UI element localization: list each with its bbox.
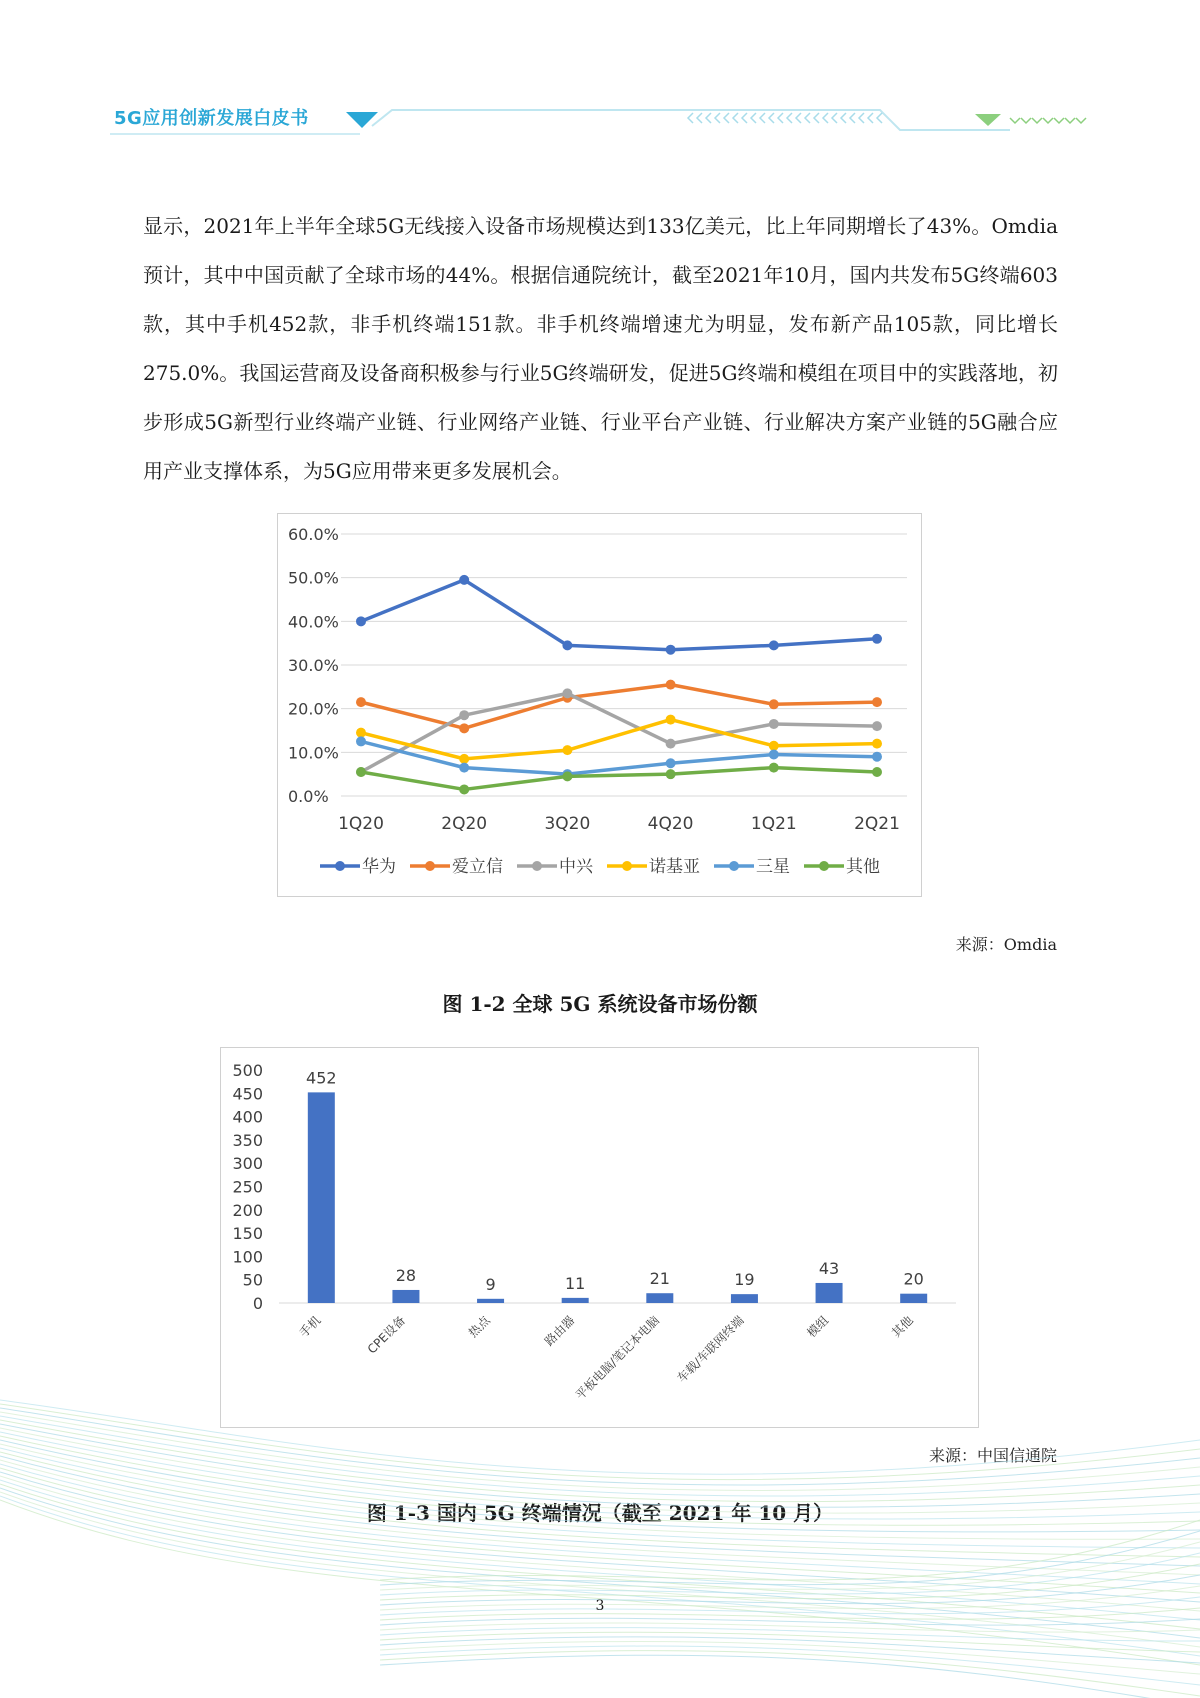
data-point bbox=[459, 763, 469, 773]
data-point bbox=[562, 640, 572, 650]
y-tick-label: 150 bbox=[232, 1224, 263, 1244]
chevron-mark bbox=[1065, 118, 1075, 123]
chevron-mark bbox=[796, 113, 801, 123]
data-point bbox=[872, 767, 882, 777]
data-point bbox=[459, 754, 469, 764]
data-point bbox=[872, 721, 882, 731]
x-tick-label: 3Q20 bbox=[544, 814, 591, 834]
y-tick-label: 350 bbox=[232, 1130, 263, 1150]
chevron-mark bbox=[778, 113, 783, 123]
figure-source: 来源：中国信通院 bbox=[928, 1446, 1057, 1465]
x-category-label: 平板电脑/笔记本电脑 bbox=[572, 1313, 662, 1403]
chevron-mark bbox=[742, 113, 747, 123]
legend-marker bbox=[335, 861, 345, 871]
data-point bbox=[666, 645, 676, 655]
data-point bbox=[459, 723, 469, 733]
legend-label: 华为 bbox=[362, 857, 396, 877]
y-tick-label: 0 bbox=[252, 1294, 263, 1313]
wave-line bbox=[0, 1448, 1200, 1548]
chevron-mark bbox=[841, 113, 846, 123]
chevron-mark bbox=[787, 113, 792, 123]
y-tick-label: 450 bbox=[232, 1084, 263, 1104]
paragraph-text: 显示，2021年上半年全球5G无线接入设备市场规模达到133亿美元，比上年同期增长了43%。Omdia预计，其中中国贡献了全球市场的44%。根据信通院统计，截至2021年10月，国内共发布5G终端603款，其中手机452款，非手机终端151款。非手机终端增速尤为明显，发布新产品105款，同比增长275.0%。我国运营商及设备商积极参与行业5G终端研发，促进5G终端和模组在项目中的实践落地，初步形成5G新型行业终端产业链、行业网络产业链、行业平台产业链、行业解决方案产业链的5G融合应用产业支撑体系，为5G应用带来更多发展机会。 bbox=[143, 214, 1058, 483]
chevron-mark bbox=[1021, 118, 1031, 123]
chevron-mark bbox=[760, 113, 765, 123]
data-point bbox=[356, 736, 366, 746]
header-green-triangle-icon bbox=[975, 114, 1001, 126]
y-tick-label: 40.0% bbox=[288, 612, 339, 632]
bar bbox=[816, 1283, 843, 1303]
terminal-count-chart bbox=[220, 1047, 979, 1428]
legend-marker bbox=[622, 861, 632, 871]
series-line bbox=[361, 580, 877, 650]
data-point bbox=[769, 719, 779, 729]
wave-line bbox=[0, 1428, 1200, 1513]
chevron-mark bbox=[1032, 118, 1042, 123]
figure-caption: 图 1-2 全球 5G 系统设备市场份额 bbox=[442, 992, 758, 1016]
y-tick-label: 20.0% bbox=[288, 699, 339, 719]
y-tick-label: 250 bbox=[232, 1177, 263, 1197]
wave-line bbox=[0, 1440, 1200, 1532]
data-point bbox=[872, 697, 882, 707]
legend-label: 三星 bbox=[756, 857, 790, 877]
chevron-mark bbox=[850, 113, 855, 123]
data-point bbox=[666, 739, 676, 749]
data-point bbox=[666, 758, 676, 768]
chevron-mark bbox=[751, 113, 756, 123]
chevron-mark bbox=[805, 113, 810, 123]
y-tick-label: 50 bbox=[242, 1270, 263, 1290]
data-point bbox=[872, 752, 882, 762]
bar bbox=[731, 1294, 758, 1303]
chevron-mark bbox=[733, 113, 738, 123]
y-tick-label: 0.0% bbox=[288, 787, 329, 806]
data-label: 43 bbox=[818, 1258, 840, 1278]
page-number: 3 bbox=[595, 1598, 605, 1614]
data-point bbox=[562, 745, 572, 755]
chevron-mark bbox=[823, 113, 828, 123]
data-point bbox=[769, 640, 779, 650]
body-paragraph bbox=[143, 202, 1058, 496]
bar bbox=[477, 1299, 504, 1303]
data-point bbox=[356, 616, 366, 626]
data-point bbox=[872, 739, 882, 749]
wave-line bbox=[0, 1492, 1200, 1647]
y-tick-label: 300 bbox=[232, 1154, 263, 1174]
chevron-mark bbox=[1076, 118, 1086, 123]
bar bbox=[392, 1290, 419, 1303]
bar bbox=[900, 1294, 927, 1303]
page-header bbox=[0, 0, 1200, 160]
data-point bbox=[769, 750, 779, 760]
chevron-mark bbox=[859, 113, 864, 123]
figure-caption: 图 1-3 国内 5G 终端情况（截至 2021 年 10 月） bbox=[366, 1501, 834, 1525]
data-label: 20 bbox=[903, 1269, 924, 1289]
y-tick-label: 100 bbox=[232, 1247, 263, 1267]
wave-line bbox=[0, 1456, 1200, 1566]
series-line bbox=[361, 685, 877, 729]
data-label: 28 bbox=[395, 1265, 417, 1285]
chevron-mark bbox=[877, 113, 882, 123]
green-chevron-decoration bbox=[1010, 118, 1086, 123]
legend-marker bbox=[729, 861, 739, 871]
y-tick-label: 60.0% bbox=[288, 525, 339, 544]
bar bbox=[646, 1293, 673, 1303]
series-line bbox=[361, 768, 877, 790]
chevron-mark bbox=[1043, 118, 1053, 123]
data-label: 21 bbox=[649, 1269, 670, 1289]
header-decoration bbox=[0, 0, 1200, 160]
legend-label: 爱立信 bbox=[452, 857, 503, 877]
legend-label: 中兴 bbox=[559, 857, 593, 877]
wave-line bbox=[380, 1641, 1200, 1674]
x-category-label: 模组 bbox=[804, 1313, 832, 1341]
data-label: 19 bbox=[734, 1270, 755, 1290]
wave-line bbox=[380, 1651, 1200, 1696]
x-category-label: CPE设备 bbox=[364, 1313, 409, 1357]
legend-label: 其他 bbox=[846, 857, 880, 877]
legend-marker bbox=[532, 861, 542, 871]
chevron-mark bbox=[724, 113, 729, 123]
x-tick-label: 4Q20 bbox=[647, 814, 694, 834]
legend-marker bbox=[819, 861, 829, 871]
wave-line bbox=[0, 1432, 1200, 1519]
data-point bbox=[356, 767, 366, 777]
chevron-decoration bbox=[688, 113, 882, 123]
data-point bbox=[459, 784, 469, 794]
wave-line bbox=[0, 1416, 1200, 1496]
data-point bbox=[872, 634, 882, 644]
data-point bbox=[562, 771, 572, 781]
chevron-mark bbox=[868, 113, 873, 123]
y-tick-label: 200 bbox=[232, 1200, 263, 1220]
data-label: 9 bbox=[485, 1274, 496, 1294]
figure-source: 来源：Omdia bbox=[955, 935, 1057, 954]
x-category-label: 热点 bbox=[465, 1313, 493, 1341]
legend-label: 诺基亚 bbox=[649, 857, 700, 877]
y-tick-label: 50.0% bbox=[288, 568, 339, 588]
header-title: 5G应用创新发展白皮书 bbox=[114, 108, 309, 129]
y-tick-label: 400 bbox=[232, 1107, 263, 1127]
x-tick-label: 1Q20 bbox=[338, 814, 384, 834]
background-wave-decoration bbox=[0, 1380, 1200, 1698]
x-tick-label: 1Q21 bbox=[750, 814, 797, 834]
data-point bbox=[666, 769, 676, 779]
x-category-label: 车载/车联网终端 bbox=[674, 1313, 747, 1386]
data-point bbox=[459, 575, 469, 585]
legend-marker bbox=[425, 861, 435, 871]
chevron-mark bbox=[832, 113, 837, 123]
data-point bbox=[562, 688, 572, 698]
x-category-label: 其他 bbox=[888, 1313, 916, 1341]
data-label: 11 bbox=[565, 1273, 586, 1293]
data-point bbox=[666, 715, 676, 725]
chevron-mark bbox=[1054, 118, 1064, 123]
data-point bbox=[769, 763, 779, 773]
market-share-chart bbox=[277, 513, 922, 897]
chevron-mark bbox=[1010, 118, 1020, 123]
bar bbox=[308, 1092, 335, 1303]
y-tick-label: 10.0% bbox=[288, 743, 339, 763]
x-tick-label: 2Q20 bbox=[441, 814, 488, 834]
terminal-count-bar-chart bbox=[221, 1048, 978, 1427]
x-category-label: 路由器 bbox=[541, 1313, 578, 1349]
data-point bbox=[459, 710, 469, 720]
chevron-mark bbox=[814, 113, 819, 123]
x-tick-label: 2Q21 bbox=[854, 814, 900, 834]
chevron-mark bbox=[715, 113, 720, 123]
data-point bbox=[769, 699, 779, 709]
bar bbox=[562, 1298, 589, 1303]
data-label: 452 bbox=[306, 1068, 337, 1088]
market-share-line-chart bbox=[278, 514, 921, 896]
data-point bbox=[769, 741, 779, 751]
chevron-mark bbox=[688, 113, 693, 123]
data-point bbox=[356, 728, 366, 738]
data-point bbox=[356, 697, 366, 707]
wave-line bbox=[380, 1655, 1200, 1698]
chevron-mark bbox=[769, 113, 774, 123]
y-tick-label: 500 bbox=[232, 1061, 263, 1080]
chevron-mark bbox=[697, 113, 702, 123]
y-tick-label: 30.0% bbox=[288, 656, 339, 675]
x-category-label: 手机 bbox=[296, 1313, 324, 1341]
chevron-mark bbox=[706, 113, 711, 123]
data-point bbox=[666, 680, 676, 690]
